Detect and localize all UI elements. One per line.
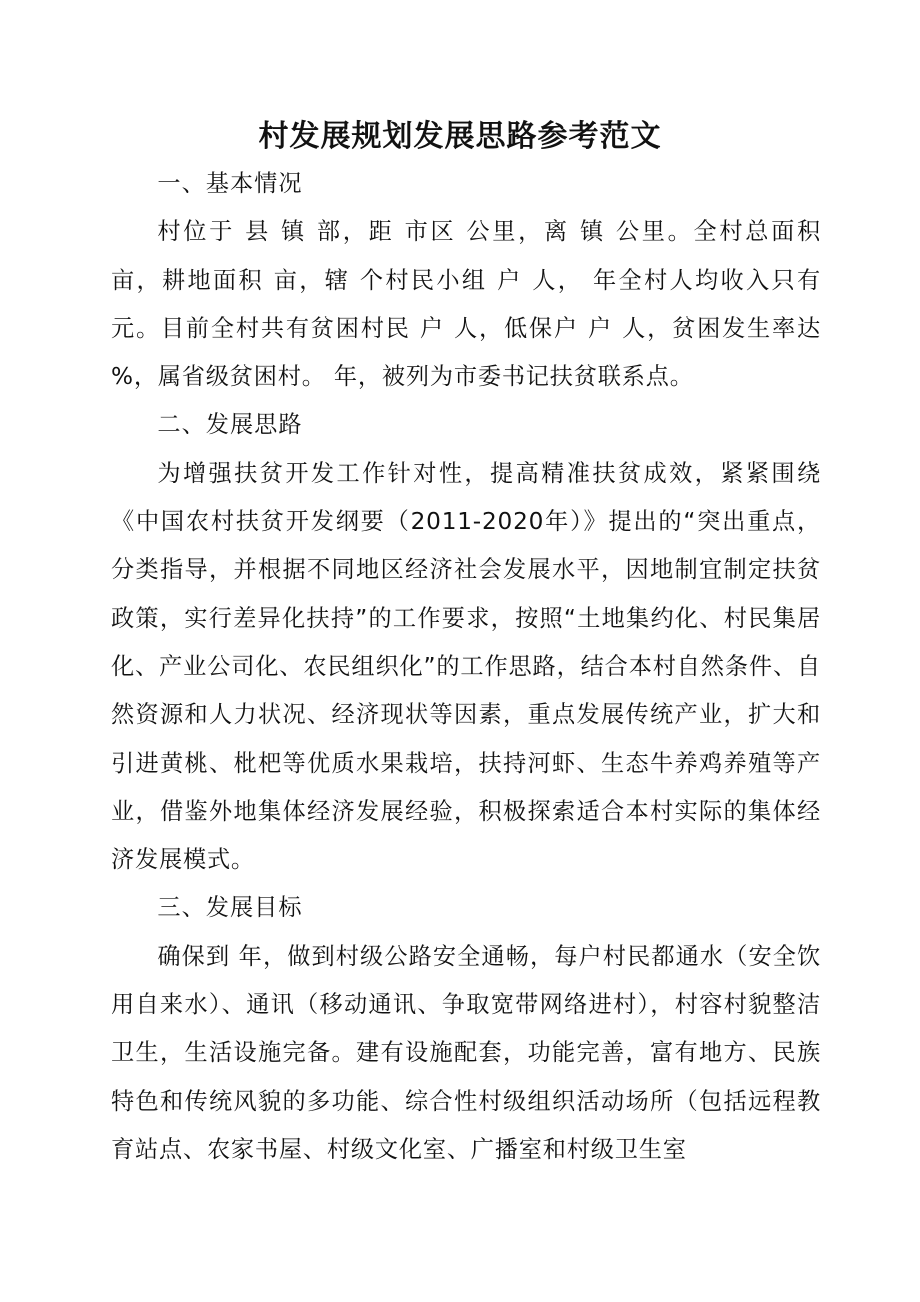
paragraph-basic-situation: 村位于 县 镇 部，距 市区 公里，离 镇 公里。全村总面积 亩，耕地面积 亩，辖 个村民小组 户 人， 年全村人均收入只有 元。目前全村共有贫困村民 户 人，低保户 户 人，贫困发生率达 %，属省级贫困村。 年，被列为市委书记扶贫联系点。 [111,218,821,391]
document-body [111,160,821,1174]
section-heading-development-ideas: 二、发展思路 [157,411,303,439]
paragraph-development-ideas: 为增强扶贫开发工作针对性，提高精准扶贫成效，紧紧围绕《中国农村扶贫开发纲要（2011-2020年）》提出的“突出重点，分类指导，并根据不同地区经济社会发展水平，因地制宜制定扶贫政策，实行差异化扶持”的工作要求，按照“土地集约化、村民集居化、产业公司化、农民组织化”的工作思路，结合本村自然条件、自然资源和人力状况、经济现状等因素，重点发展传统产业，扩大和引进黄桃、枇杷等优质水果栽培，扶持河虾、生态牛养鸡养殖等产业，借鉴外地集体经济发展经验，积极探索适合本村实际的集体经济发展模式。 [111,459,821,874]
section-heading-development-goals: 三、发展目标 [157,894,303,922]
document-title: 村发展规划发展思路参考范文 [258,119,662,154]
paragraph-development-goals: 确保到 年，做到村级公路安全通畅，每户村民都通水（安全饮用自来水）、通讯（移动通讯、争取宽带网络进村），村容村貌整洁卫生，生活设施完备。建有设施配套，功能完善，富有地方、民族特色和传统风貌的多功能、综合性村级组织活动场所（包括远程教育站点、农家书屋、村级文化室、广播室和村级卫生室 [111,942,821,1163]
section-heading-basic-situation: 一、基本情况 [157,170,303,197]
